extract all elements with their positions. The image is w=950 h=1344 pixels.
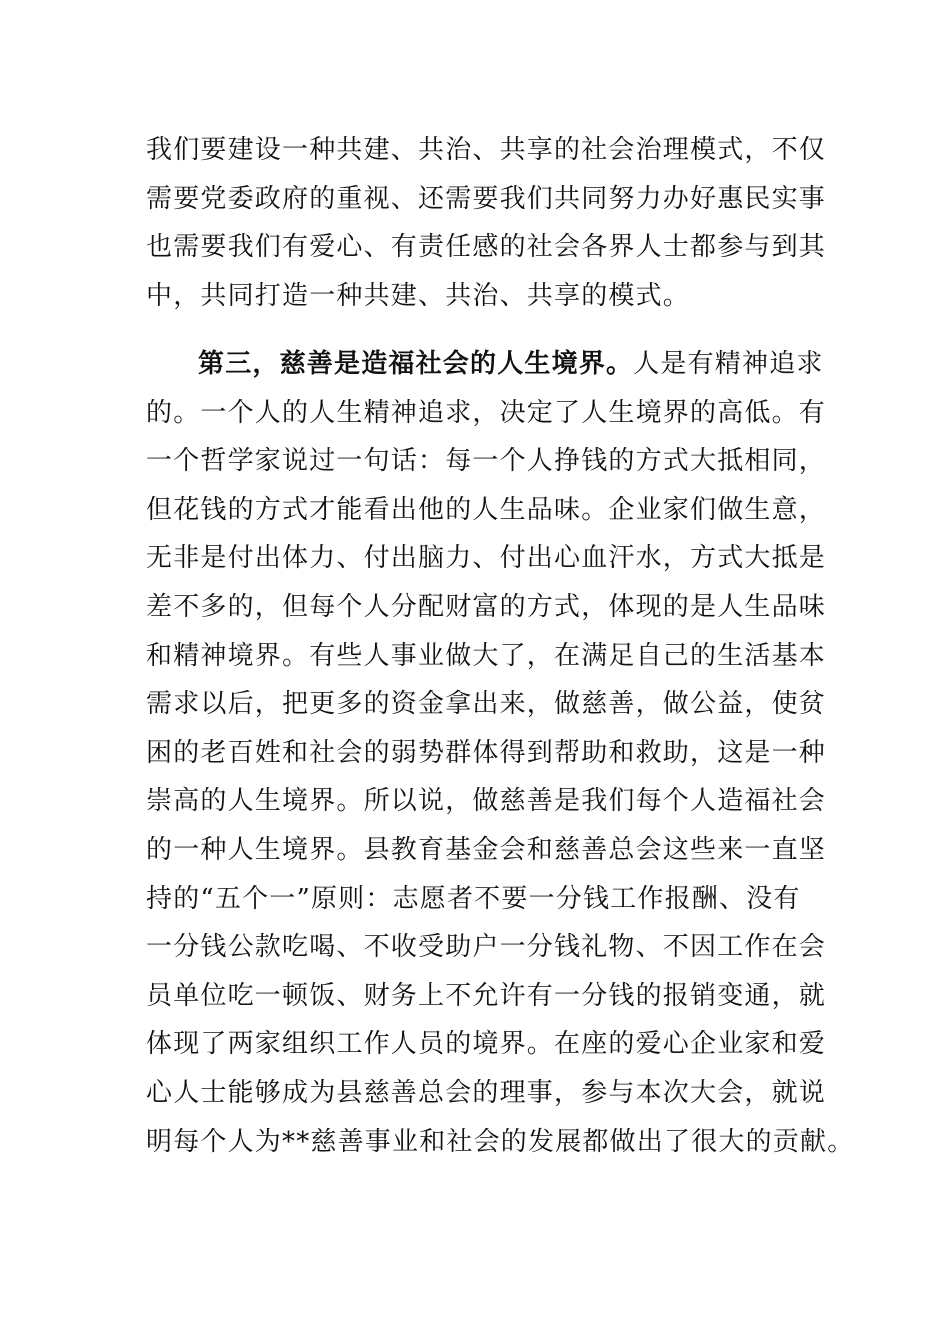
paragraph-line: 也需要我们有爱心、有责任感的社会各界人士都参与到其 bbox=[146, 232, 827, 263]
paragraph-line: 员单位吃一顿饭、财务上不允许有一分钱的报销变通，就 bbox=[146, 980, 827, 1011]
paragraph-first-line bbox=[146, 340, 824, 389]
paragraph-line: 差不多的，但每个人分配财富的方式，体现的是人生品味 bbox=[146, 591, 827, 622]
paragraph-line: 一个哲学家说过一句话：每一个人挣钱的方式大抵相同， bbox=[146, 446, 827, 477]
paragraph-line: 我们要建设一种共建、共治、共享的社会治理模式，不仅 bbox=[146, 135, 827, 165]
paragraph-charity-realm bbox=[146, 340, 855, 1166]
paragraph-line: 中，共同打造一种共建、共治、共享的模式。 bbox=[146, 280, 691, 311]
section-heading: 第三，慈善是造福社会的人生境界。 bbox=[198, 349, 634, 379]
paragraph-line: 的一种人生境界。县教育基金会和慈善总会这些来一直坚 bbox=[146, 834, 827, 865]
paragraph-line: 和精神境界。有些人事业做大了，在满足自己的生活基本 bbox=[146, 640, 827, 671]
paragraph-line: 持的“五个一”原则：志愿者不要一分钱工作报酬、没有 bbox=[146, 883, 801, 914]
paragraph-line: 一分钱公款吃喝、不收受助户一分钱礼物、不因工作在会 bbox=[146, 932, 827, 963]
paragraph-line: 的。一个人的人生精神追求，决定了人生境界的高低。有 bbox=[146, 397, 827, 428]
paragraph-line: 崇高的人生境界。所以说，做慈善是我们每个人造福社会 bbox=[146, 786, 827, 817]
paragraph-line: 体现了两家组织工作人员的境界。在座的爱心企业家和爱 bbox=[146, 1029, 827, 1060]
paragraph-line: 但花钱的方式才能看出他的人生品味。企业家们做生意， bbox=[146, 494, 827, 525]
paragraph-line: 明每个人为**慈善事业和社会的发展都做出了很大的贡献。 bbox=[146, 1126, 855, 1157]
paragraph-line-rest: 人是有精神追求 bbox=[633, 349, 824, 379]
paragraph-line: 无非是付出体力、付出脑力、付出心血汗水，方式大抵是 bbox=[146, 543, 827, 574]
paragraph-governance bbox=[146, 126, 827, 320]
paragraph-line: 困的老百姓和社会的弱势群体得到帮助和救助，这是一种 bbox=[146, 737, 827, 768]
paragraph-line: 心人士能够成为县慈善总会的理事，参与本次大会，就说 bbox=[146, 1077, 827, 1108]
paragraph-line: 需要党委政府的重视、还需要我们共同努力办好惠民实事 bbox=[146, 183, 827, 214]
paragraph-line: 需求以后，把更多的资金拿出来，做慈善，做公益，使贫 bbox=[146, 689, 827, 720]
